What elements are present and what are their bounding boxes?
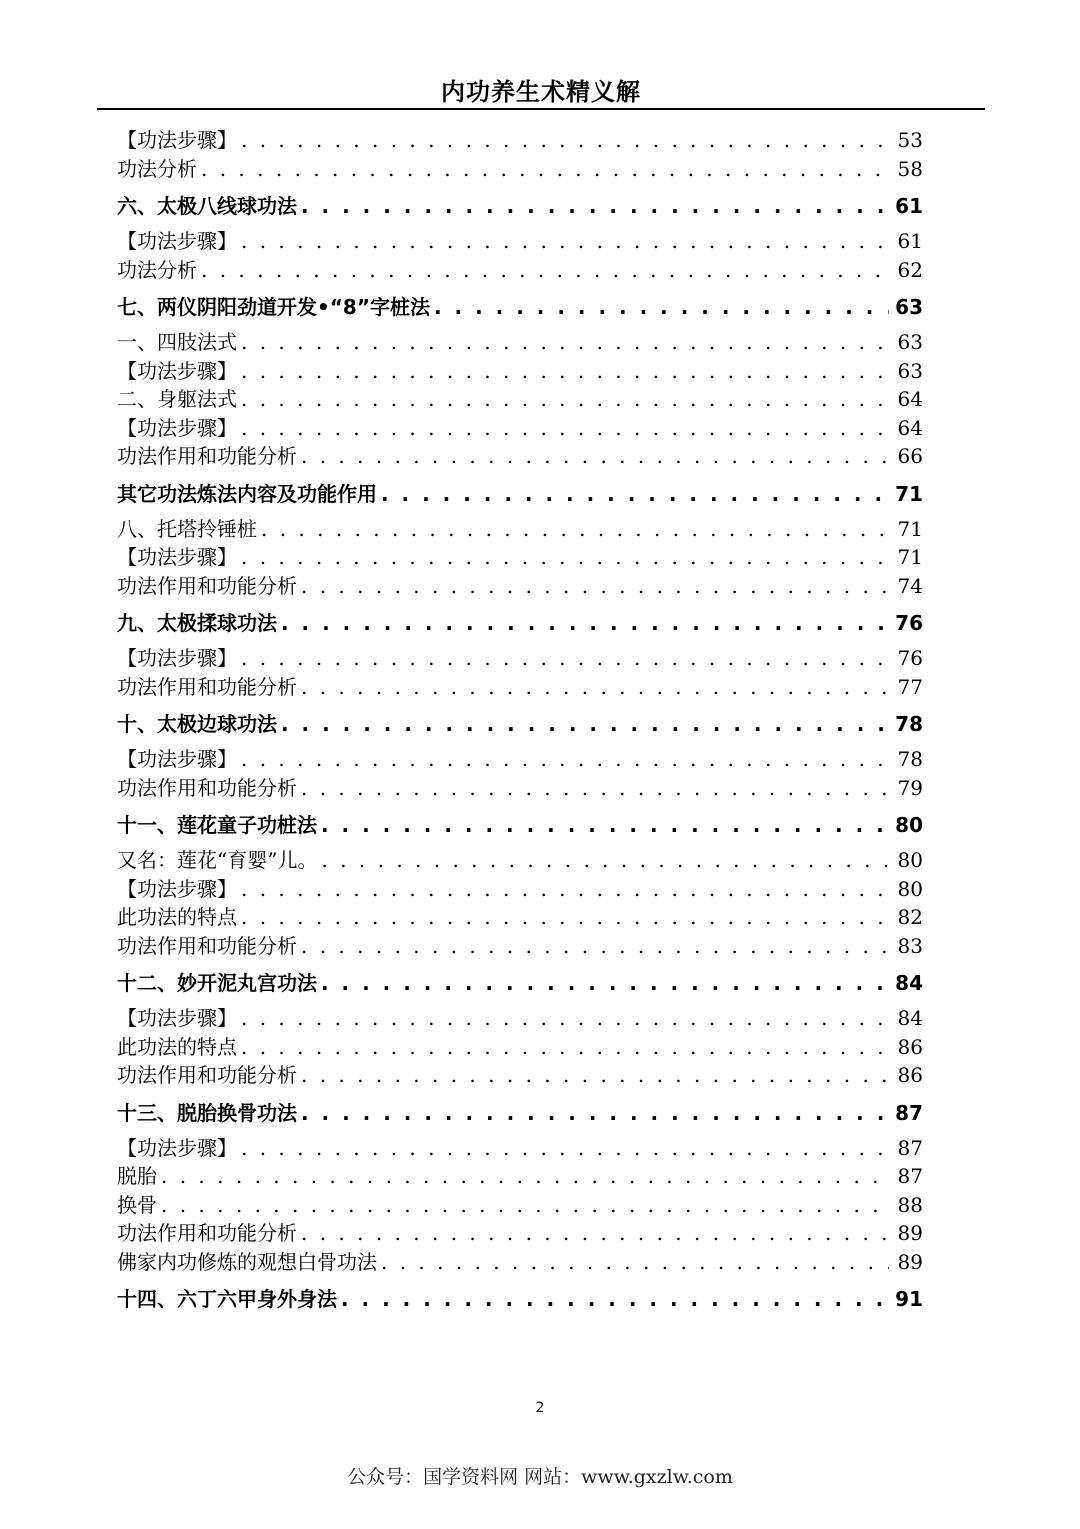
toc-entry-label: 十二、妙开泥丸宫功法 [117, 971, 317, 995]
toc-entry-page: 76 [895, 611, 923, 635]
toc-entry[interactable] [117, 385, 923, 414]
toc-entry[interactable] [117, 1162, 923, 1191]
toc-dot-leader [321, 966, 889, 1000]
toc-entry-label: 一、四肢法式 [117, 330, 237, 354]
toc-entry-label: 功法分析 [117, 156, 197, 181]
toc-dot-leader [241, 414, 889, 443]
toc-entry[interactable] [117, 774, 923, 803]
toc-entry-page: 78 [897, 747, 923, 771]
toc-entry[interactable] [117, 414, 923, 443]
toc-entry-page: 78 [895, 712, 923, 736]
toc-entry-label: 十一、莲花童子功桩法 [117, 813, 317, 837]
toc-entry-label: 【功法步骤】 [117, 545, 237, 569]
toc-entry-page: 80 [897, 848, 923, 872]
toc-entry-label: 【功法步骤】 [117, 415, 237, 440]
toc-entry-page: 88 [897, 1192, 923, 1217]
toc-entry-page: 82 [897, 905, 923, 929]
toc-dot-leader [301, 1096, 889, 1130]
toc-entry[interactable] [117, 227, 923, 256]
toc-entry-label: 【功法步骤】 [117, 747, 237, 771]
toc-heading-entry[interactable] [117, 707, 923, 741]
toc-entry-label: 【功法步骤】 [117, 229, 237, 253]
toc-entry-label: 【功法步骤】 [117, 358, 237, 383]
toc-heading-entry[interactable] [117, 1096, 923, 1130]
toc-entry[interactable] [117, 515, 923, 544]
toc-entry-page: 74 [897, 573, 923, 598]
toc-entry-page: 61 [895, 194, 923, 218]
toc-dot-leader [321, 846, 889, 875]
toc-entry-label: 此功法的特点 [117, 1034, 237, 1059]
toc-entry[interactable] [117, 1191, 923, 1220]
toc-entry-page: 80 [895, 813, 923, 837]
toc-dot-leader [241, 385, 889, 414]
toc-entry-page: 87 [895, 1100, 923, 1125]
toc-entry-page: 63 [895, 295, 923, 319]
toc-entry-page: 89 [897, 1221, 923, 1245]
toc-entry-label: 又名：莲花“育婴”儿。 [117, 848, 318, 872]
toc-heading-entry[interactable] [117, 966, 923, 1000]
toc-entry-label: 功法作用和功能分析 [117, 1221, 297, 1245]
toc-entry-label: 【功法步骤】 [117, 1006, 237, 1030]
toc-dot-leader [161, 1191, 889, 1220]
toc-entry-page: 86 [897, 1034, 923, 1059]
toc-dot-leader [241, 644, 889, 673]
toc-entry[interactable] [117, 1134, 923, 1163]
toc-entry[interactable] [117, 644, 923, 673]
toc-dot-leader [241, 1134, 889, 1163]
toc-heading-entry[interactable] [117, 1282, 923, 1316]
toc-entry-page: 86 [897, 1063, 923, 1087]
toc-entry[interactable] [117, 1248, 923, 1277]
toc-entry-page: 77 [897, 674, 923, 699]
toc-entry-page: 66 [897, 444, 923, 468]
toc-dot-leader [301, 1061, 889, 1090]
toc-entry-label: 【功法步骤】 [117, 1135, 237, 1160]
toc-entry-page: 71 [897, 545, 923, 569]
toc-entry-page: 91 [895, 1287, 923, 1311]
toc-heading-entry[interactable] [117, 290, 923, 324]
toc-heading-entry[interactable] [117, 189, 923, 223]
toc-dot-leader [241, 1004, 889, 1033]
toc-entry-label: 【功法步骤】 [117, 128, 237, 152]
toc-dot-leader [321, 808, 889, 842]
toc-dot-leader [241, 1033, 889, 1062]
toc-entry[interactable] [117, 543, 923, 572]
toc-entry-label: 功法作用和功能分析 [117, 1063, 297, 1087]
toc-dot-leader [281, 606, 889, 640]
toc-entry-page: 62 [897, 257, 923, 282]
toc-entry-label: 此功法的特点 [117, 905, 237, 929]
toc-dot-leader [301, 932, 889, 961]
toc-dot-leader [161, 1162, 889, 1191]
toc-dot-leader [341, 1282, 889, 1316]
toc-entry[interactable] [117, 572, 923, 601]
toc-entry[interactable] [117, 1061, 923, 1090]
toc-entry-page: 61 [897, 229, 923, 253]
toc-dot-leader [301, 774, 889, 803]
toc-dot-leader [201, 155, 889, 184]
toc-dot-leader [241, 328, 889, 357]
toc-entry-label: 功法作用和功能分析 [117, 444, 297, 468]
toc-entry[interactable] [117, 155, 923, 184]
toc-dot-leader [241, 126, 889, 155]
toc-entry-page: 87 [897, 1135, 923, 1160]
toc-dot-leader [301, 189, 889, 223]
toc-entry-page: 76 [897, 646, 923, 670]
toc-entry-page: 63 [897, 330, 923, 354]
toc-dot-leader [434, 290, 889, 324]
toc-entry-label: 十四、六丁六甲身外身法 [117, 1287, 337, 1311]
toc-entry-page: 71 [897, 516, 923, 541]
toc-entry-label: 佛家内功修炼的观想白骨功法 [117, 1249, 377, 1274]
toc-dot-leader [281, 707, 889, 741]
toc-entry[interactable] [117, 357, 923, 386]
toc-entry-page: 64 [897, 387, 923, 411]
toc-entry-label: 其它功法炼法内容及功能作用 [117, 481, 377, 506]
toc-dot-leader [381, 1248, 889, 1277]
toc-entry[interactable] [117, 903, 923, 932]
toc-entry-page: 79 [897, 775, 923, 800]
toc-entry-page: 64 [897, 415, 923, 440]
toc-entry-label: 脱胎 [117, 1164, 157, 1188]
toc-entry-page: 58 [897, 156, 923, 181]
toc-dot-leader [241, 875, 889, 904]
toc-entry-label: 八、托塔拎锤桩 [117, 516, 257, 541]
toc-entry[interactable] [117, 1219, 923, 1248]
toc-entry-label: 七、两仪阴阳劲道开发•“8”字桩法 [117, 295, 430, 319]
toc-dot-leader [301, 442, 889, 471]
toc-entry-label: 【功法步骤】 [117, 876, 237, 901]
toc-entry[interactable] [117, 846, 923, 875]
toc-entry-label: 功法作用和功能分析 [117, 933, 297, 958]
toc-entry[interactable] [117, 442, 923, 471]
toc-entry[interactable] [117, 875, 923, 904]
toc-entry-label: 十三、脱胎换骨功法 [117, 1100, 297, 1125]
footer-text: 公众号：国学资料网 网站：www.gxzlw.com [347, 1466, 733, 1488]
table-of-contents [117, 126, 923, 1320]
toc-entry-page: 83 [897, 933, 923, 958]
page-title: 内功养生术精义解 [441, 78, 641, 106]
toc-entry[interactable] [117, 126, 923, 155]
toc-entry-label: 换骨 [117, 1192, 157, 1217]
toc-dot-leader [301, 1219, 889, 1248]
toc-entry-page: 53 [897, 128, 923, 152]
toc-entry[interactable] [117, 328, 923, 357]
toc-dot-leader [201, 256, 889, 285]
toc-entry-page: 63 [897, 358, 923, 383]
toc-dot-leader [241, 903, 889, 932]
toc-entry-label: 九、太极揉球功法 [117, 611, 277, 635]
toc-entry-label: 十、太极边球功法 [117, 712, 277, 736]
page-number: 2 [535, 1400, 545, 1416]
toc-heading-entry[interactable] [117, 808, 923, 842]
toc-entry-label: 功法分析 [117, 257, 197, 282]
toc-entry-label: 功法作用和功能分析 [117, 573, 297, 598]
toc-dot-leader [261, 515, 889, 544]
toc-dot-leader [241, 357, 889, 386]
toc-dot-leader [241, 227, 889, 256]
toc-entry[interactable] [117, 256, 923, 285]
page-header [97, 70, 985, 110]
toc-entry-page: 87 [897, 1164, 923, 1188]
toc-entry-label: 功法作用和功能分析 [117, 674, 297, 699]
toc-entry[interactable] [117, 1004, 923, 1033]
toc-entry-page: 71 [895, 481, 923, 506]
toc-dot-leader [301, 673, 889, 702]
toc-entry-page: 89 [897, 1249, 923, 1274]
toc-entry-label: 二、身躯法式 [117, 387, 237, 411]
toc-entry-page: 80 [897, 876, 923, 901]
toc-dot-leader [241, 745, 889, 774]
toc-entry-page: 84 [897, 1006, 923, 1030]
toc-heading-entry[interactable] [117, 477, 923, 511]
toc-dot-leader [241, 543, 889, 572]
toc-dot-leader [301, 572, 889, 601]
toc-dot-leader [381, 477, 889, 511]
toc-entry-label: 功法作用和功能分析 [117, 775, 297, 800]
toc-entry-label: 【功法步骤】 [117, 646, 237, 670]
toc-entry-label: 六、太极八线球功法 [117, 194, 297, 218]
toc-entry[interactable] [117, 673, 923, 702]
toc-entry[interactable] [117, 1033, 923, 1062]
toc-heading-entry[interactable] [117, 606, 923, 640]
toc-entry-page: 84 [895, 971, 923, 995]
toc-entry[interactable] [117, 932, 923, 961]
toc-entry[interactable] [117, 745, 923, 774]
